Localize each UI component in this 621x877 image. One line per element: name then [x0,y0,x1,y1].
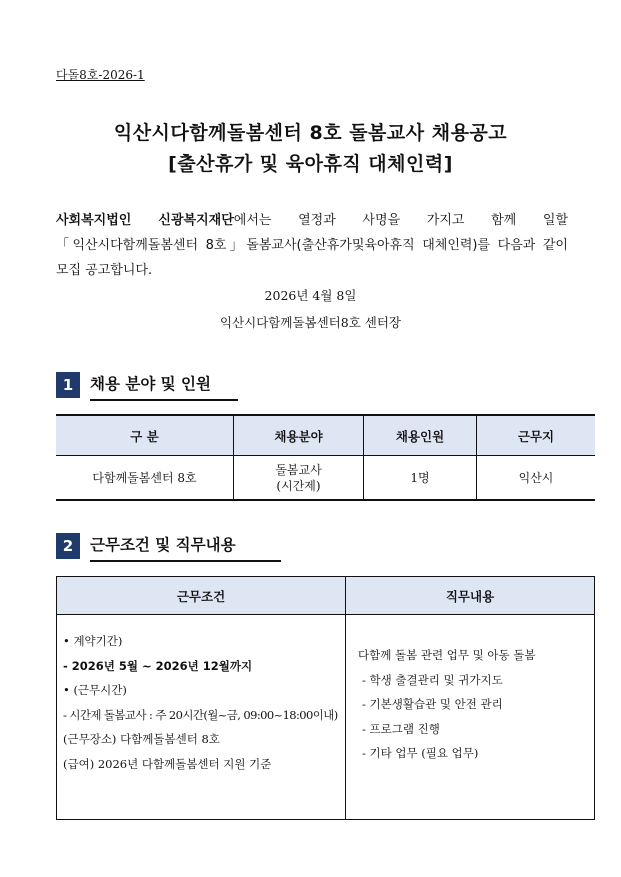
table-row [56,456,595,501]
recruitment-table-header [56,415,595,456]
header-field: 채용분야 [234,415,364,456]
cell-location: 익산시 [477,456,596,501]
intro-organization: 사회복지법인 신광복지재단 [56,213,234,228]
section-1-number: 1 [56,372,80,398]
page-subtitle: [출산휴가 및 육아휴직 대체인력] [168,153,453,175]
list-item: - 프로그램 진행 [362,721,440,736]
duties-cell [346,615,595,820]
header-duties: 직무내용 [346,577,595,615]
header-count: 채용인원 [364,415,477,456]
section-2-underline [90,560,281,562]
notice-date: 2026년 4월 8일 [264,288,357,303]
duties-intro: 다함께 돌봄 관련 업무 및 아동 돌봄 [358,648,536,662]
document-number: 다돌8호-2026-1 [56,68,145,82]
page-title: 익산시다함께돌봄센터 8호 돌봄교사 채용공고 [113,122,508,144]
hours-detail: - 시간제 돌봄교사 : 주 20시간(월~금, 09:00~18:00이내) [63,707,338,722]
intro-text: 에서는 열정과 사명을 가지고 함께 일할「익산시다함께돌봄센터 8호」돌봄교사(출산휴가및육아휴직 대체인력)를 다음과 같이 모집 공고합니다. [56,213,568,278]
section-1-title: 채용 분야 및 인원 [90,375,212,393]
recruitment-table [56,414,595,501]
intro-paragraph [56,208,568,283]
workplace: (근무장소) 다함께돌봄센터 8호 [63,732,220,746]
signatory: 익산시다함께돌봄센터8호 센터장 [220,315,401,330]
contract-period: - 2026년 5월 ~ 2026년 12월까지 [63,658,253,673]
list-item: - 학생 출결관리 및 귀가지도 [362,672,503,687]
conditions-table [56,576,595,820]
conditions-table-header [57,577,595,615]
conditions-cell [57,615,346,820]
salary: (급여) 2026년 다함께돌봄센터 지원 기준 [63,756,272,771]
section-2-title: 근무조건 및 직무내용 [90,536,236,554]
contract-label: • 계약기간) [63,634,123,648]
header-category: 구 분 [56,415,234,456]
cell-field-line1: 돌봄교사 [275,462,322,477]
table-row [57,615,595,820]
cell-field-line2: (시간제) [276,478,321,493]
header-conditions: 근무조건 [57,577,346,615]
list-item: - 기본생활습관 및 안전 관리 [362,697,503,711]
list-item: - 기타 업무 (필요 업무) [362,746,479,760]
cell-category: 다함께돌봄센터 8호 [92,470,197,485]
cell-count: 1명 [364,456,477,501]
header-location: 근무지 [477,415,596,456]
hours-label: • (근무시간) [63,683,127,697]
section-2-number: 2 [56,533,80,559]
cell-field [234,456,364,501]
section-1-underline [90,399,238,401]
